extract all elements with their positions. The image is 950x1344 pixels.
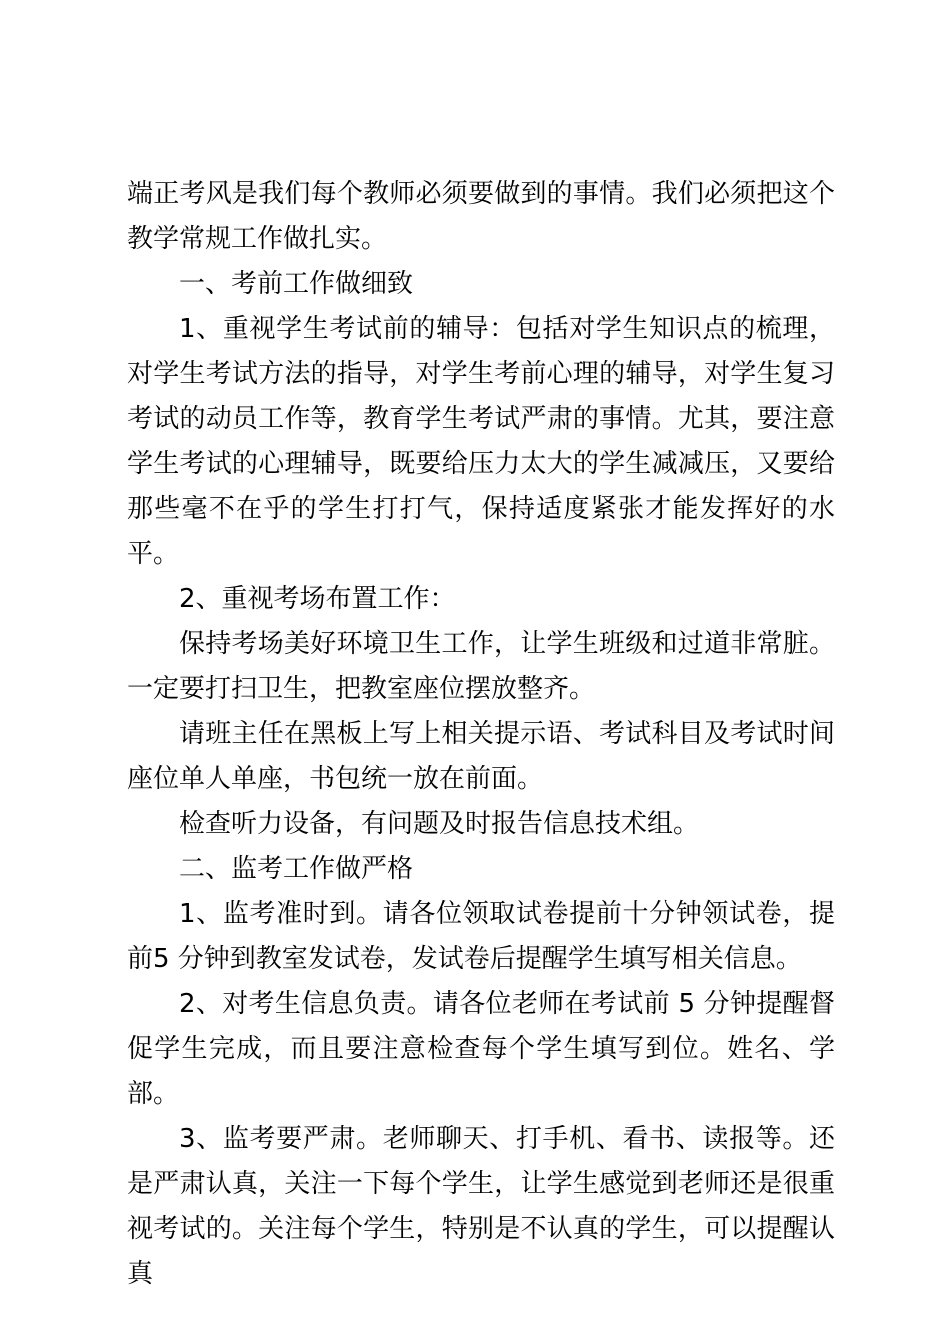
section-heading-invigilation: 二、监考工作做严格: [179, 854, 414, 884]
section-heading-pre-exam: 一、考前工作做细致: [179, 269, 414, 299]
paragraph-tutoring: 1、重视学生考试前的辅导：包括对学生知识点的梳理，对学生考试方法的指导，对学生考前心理的辅导，对学生复习考试的动员工作等，教育学生考试严肃的事情。尤其，要注意学生考试的心理辅导，既要给压力太大的学生减减压，又要给那些毫不在乎的学生打打气，保持适度紧张才能发挥好的水平。: [127, 314, 835, 569]
paragraph-blackboard: 请班主任在黑板上写上相关提示语、考试科目及考试时间座位单人单座，书包统一放在前面。: [127, 719, 835, 794]
paragraph-punctuality: 1、监考准时到。请各位领取试卷提前十分钟领试卷，提前5 分钟到教室发试卷，发试卷后提醒学生填写相关信息。: [127, 899, 835, 974]
document-body: [127, 172, 835, 1297]
paragraph-hygiene: 保持考场美好环境卫生工作，让学生班级和过道非常脏。一定要打扫卫生，把教室座位摆放整齐。: [127, 629, 835, 704]
paragraph-candidate-info: 2、对考生信息负责。请各位老师在考试前 5 分钟提醒督促学生完成，而且要注意检查每个学生填写到位。姓名、学部。: [127, 989, 835, 1109]
paragraph-exam-room-setup: 2、重视考场布置工作：: [179, 584, 456, 614]
paragraph-listening-equipment: 检查听力设备，有问题及时报告信息技术组。: [179, 809, 700, 839]
paragraph-intro: 端正考风是我们每个教师必须要做到的事情。我们必须把这个教学常规工作做扎实。: [127, 179, 835, 254]
paragraph-strict-invigilation: 3、监考要严肃。老师聊天、打手机、看书、读报等。还是严肃认真，关注一下每个学生，让学生感觉到老师还是很重视考试的。关注每个学生，特别是不认真的学生，可以提醒认真: [127, 1124, 835, 1289]
